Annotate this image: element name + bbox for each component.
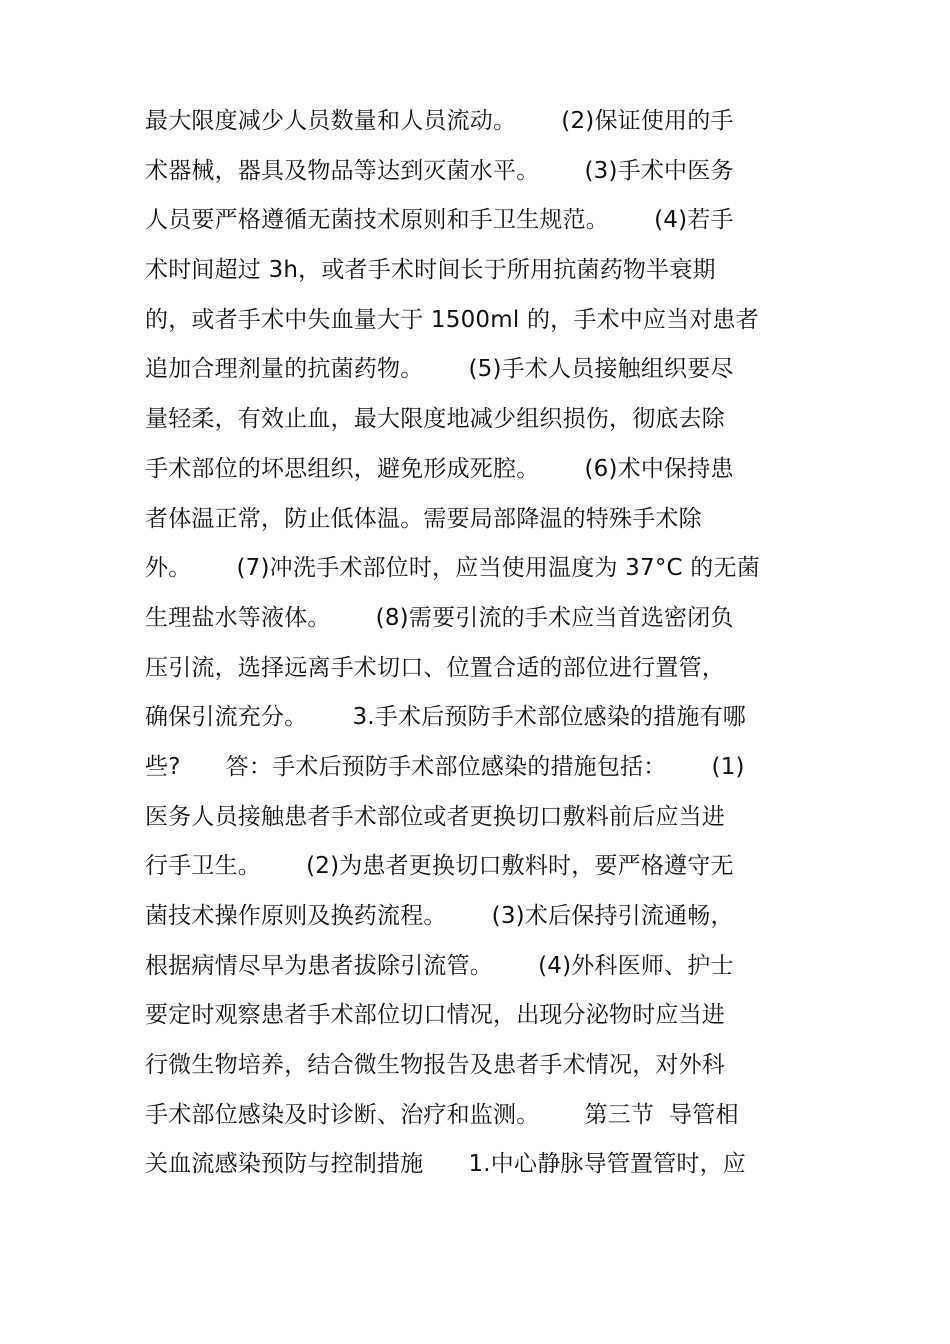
text-line: 菌技术操作原则及换药流程。 (3)术后保持引流通畅， bbox=[145, 903, 734, 929]
text-line: 的，或者手术中失血量大于 1500ml 的，手术中应当对患者 bbox=[145, 306, 759, 333]
text-line: 医务人员接触患者手术部位或者更换切口敷料前后应当进 bbox=[145, 803, 725, 830]
text-line: 压引流，选择远离手术切口、位置合适的部位进行置管， bbox=[145, 654, 725, 681]
text-line: 关血流感染预防与控制措施 1.中心静脉导管置管时，应 bbox=[145, 1151, 747, 1178]
text-line: 量轻柔，有效止血，最大限度地减少组织损伤，彻底去除 bbox=[145, 406, 725, 433]
text-line: 手术部位的坏思组织，避免形成死腔。 (6)术中保持患 bbox=[145, 455, 734, 482]
text-line: 术时间超过 3h，或者手术时间长于所用抗菌药物半衰期 bbox=[145, 257, 716, 284]
text-line: 根据病情尽早为患者拔除引流管。 (4)外科医师、护士 bbox=[145, 952, 734, 979]
text-line: 要定时观察患者手术部位切口情况，出现分泌物时应当进 bbox=[145, 1002, 725, 1029]
text-line: 些? 答：手术后预防手术部位感染的措施包括： (1) bbox=[145, 753, 745, 780]
document-body bbox=[145, 97, 825, 1190]
text-line: 术器械，器具及物品等达到灭菌水平。 (3)手术中医务 bbox=[145, 157, 734, 184]
text-line: 手术部位感染及时诊断、治疗和监测。 第三节 导管相 bbox=[145, 1101, 739, 1128]
text-line: 最大限度减少人员数量和人员流动。 (2)保证使用的手 bbox=[145, 108, 734, 134]
text-line: 者体温正常，防止低体温。需要局部降温的特殊手术除 bbox=[145, 505, 702, 532]
text-line: 行手卫生。 (2)为患者更换切口敷料时，要严格遵守无 bbox=[145, 853, 734, 880]
text-line: 生理盐水等液体。 (8)需要引流的手术应当首选密闭负 bbox=[145, 604, 734, 631]
text-line: 人员要严格遵循无菌技术原则和手卫生规范。 (4)若手 bbox=[145, 207, 734, 234]
text-line: 确保引流充分。 3.手术后预防手术部位感染的措施有哪 bbox=[145, 704, 747, 731]
text-line: 行微生物培养，结合微生物报告及患者手术情况，对外科 bbox=[145, 1052, 725, 1079]
text-line: 外。 (7)冲洗手术部位时，应当使用温度为 37°C 的无菌 bbox=[145, 555, 760, 582]
text-line: 追加合理剂量的抗菌药物。 (5)手术人员接触组织要尽 bbox=[145, 356, 734, 383]
